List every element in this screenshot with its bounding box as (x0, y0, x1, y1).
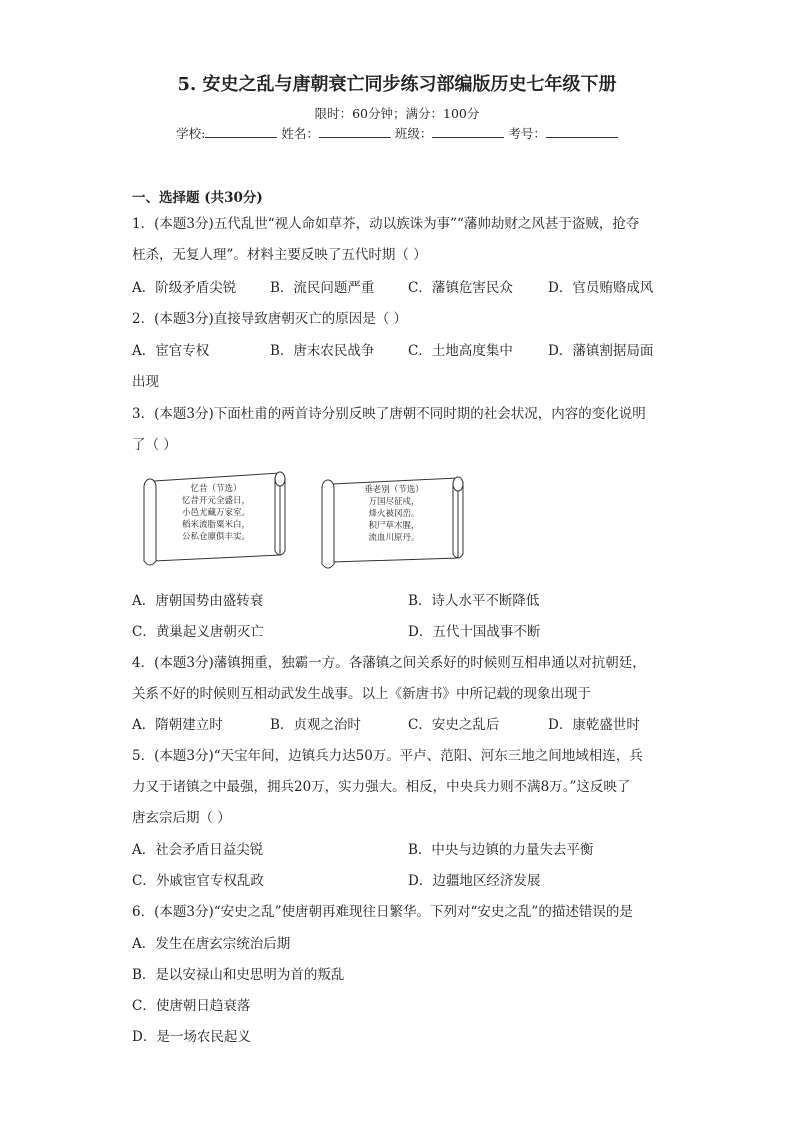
q4-option-d[interactable]: D．康乾盛世时 (548, 717, 640, 733)
q5-option-b[interactable]: B．中央与边镇的力量失去平衡 (408, 842, 594, 858)
q2-option-b[interactable]: B．唐末农民战争 (270, 343, 375, 359)
q4-option-a[interactable]: A．隋朝建立时 (132, 717, 223, 733)
q2-option-d-continued: 出现 (132, 374, 159, 390)
page-title: 5. 安史之乱与唐朝衰亡同步练习部编版历史七年级下册 (177, 74, 617, 95)
q5-option-d[interactable]: D．边疆地区经济发展 (408, 873, 541, 889)
q4-stem-line2: 关系不好的时候则互相动武发生战事。以上《新唐书》中所记载的现象出现于 (132, 686, 591, 702)
q6-option-c[interactable]: C．使唐朝日趋衰落 (132, 998, 251, 1014)
q3-stem-line2: 了（ ） (132, 437, 177, 453)
q3-option-a[interactable]: A．唐朝国势由盛转衰 (132, 593, 264, 609)
section-title: 一、选择题 (共30分) (132, 190, 263, 206)
q3-option-b[interactable]: B．诗人水平不断降低 (408, 593, 540, 609)
student-info-row (0, 124, 794, 142)
name-label: 姓名： (281, 126, 319, 141)
q5-stem-line2: 力又于诸镇之中最强，拥兵20万，实力强大。相反，中央兵力则不满8万。”这反映了 (132, 779, 631, 795)
class-field[interactable] (432, 125, 504, 138)
q5-stem-line1: 5．(本题3分)“天宝年间，边镇兵力达50万。平卢、范阳、河东三地之间地域相连，兵 (132, 748, 643, 764)
q5-option-a[interactable]: A．社会矛盾日益尖锐 (132, 842, 264, 858)
q6-stem: 6．(本题3分)“安史之乱”使唐朝再难现往日繁华。下列对“安史之乱”的描述错误的是 (132, 904, 633, 920)
poem2-line: 万国尽征戍， (368, 497, 420, 507)
poem-scroll-1 (140, 465, 290, 570)
poem1-line: 稻米流脂粟米白， (181, 520, 250, 530)
poem1-line: 忆昔开元全盛日， (181, 496, 250, 506)
school-label: 学校: (176, 126, 206, 141)
poem1-line: 小邑尤藏万家室。 (181, 508, 250, 518)
q1-stem-line2: 枉杀，无复人理”。材料主要反映了五代时期（ ） (132, 247, 427, 263)
q1-option-a[interactable]: A．阶级矛盾尖锐 (132, 280, 237, 296)
q2-stem: 2．(本题3分)直接导致唐朝灭亡的原因是（ ） (132, 311, 408, 327)
q3-option-c[interactable]: C．黄巢起义唐朝灭亡 (132, 624, 264, 640)
class-label: 班级： (394, 126, 433, 141)
q1-stem-line1: 1．(本题3分)五代乱世“视人命如草芥，动以族诛为事”“藩帅劫财之风甚于盗贼，抢夺 (132, 216, 640, 232)
poem-scroll-2 (318, 470, 468, 575)
poem1-title: 忆昔（节选） (190, 484, 242, 494)
poem2-line: 烽火被冈峦。 (368, 509, 420, 519)
q2-option-c[interactable]: C．土地高度集中 (408, 343, 513, 359)
q3-option-d[interactable]: D．五代十国战事不断 (408, 624, 541, 640)
q2-option-a[interactable]: A．宦官专权 (132, 343, 210, 359)
q5-option-c[interactable]: C．外戚宦官专权乱政 (132, 873, 264, 889)
q1-option-b[interactable]: B．流民问题严重 (270, 280, 375, 296)
poem2-line: 积尸草木腥， (368, 521, 420, 531)
exam-no-label: 考号： (508, 126, 546, 141)
q2-option-d[interactable]: D．藩镇割据局面 (548, 343, 654, 359)
exam-no-field[interactable] (546, 125, 618, 138)
q1-option-d[interactable]: D．官员贿赂成风 (548, 280, 654, 296)
poem2-line: 流血川原丹。 (368, 533, 420, 543)
q4-option-c[interactable]: C．安史之乱后 (408, 717, 500, 733)
school-field[interactable] (205, 125, 277, 138)
exam-meta: 限时：60分钟；满分：100分 (314, 106, 480, 121)
name-field[interactable] (319, 125, 391, 138)
q5-stem-line3: 唐玄宗后期（ ） (132, 810, 231, 826)
poem2-title: 垂老别（节选） (364, 485, 424, 495)
q3-stem-line1: 3．(本题3分)下面杜甫的两首诗分别反映了唐朝不同时期的社会状况，内容的变化说明 (132, 406, 646, 422)
q6-option-b[interactable]: B．是以安禄山和史思明为首的叛乱 (132, 967, 345, 983)
poem1-line: 公私仓廪俱丰实。 (181, 532, 250, 542)
q4-stem-line1: 4．(本题3分)藩镇拥重，独霸一方。各藩镇之间关系好的时候则互相串通以对抗朝廷， (132, 655, 646, 671)
q6-option-a[interactable]: A．发生在唐玄宗统治后期 (132, 936, 291, 952)
q4-option-b[interactable]: B．贞观之治时 (270, 717, 361, 733)
q6-option-d[interactable]: D．是一场农民起义 (132, 1029, 251, 1045)
q1-option-c[interactable]: C．藩镇危害民众 (408, 280, 513, 296)
